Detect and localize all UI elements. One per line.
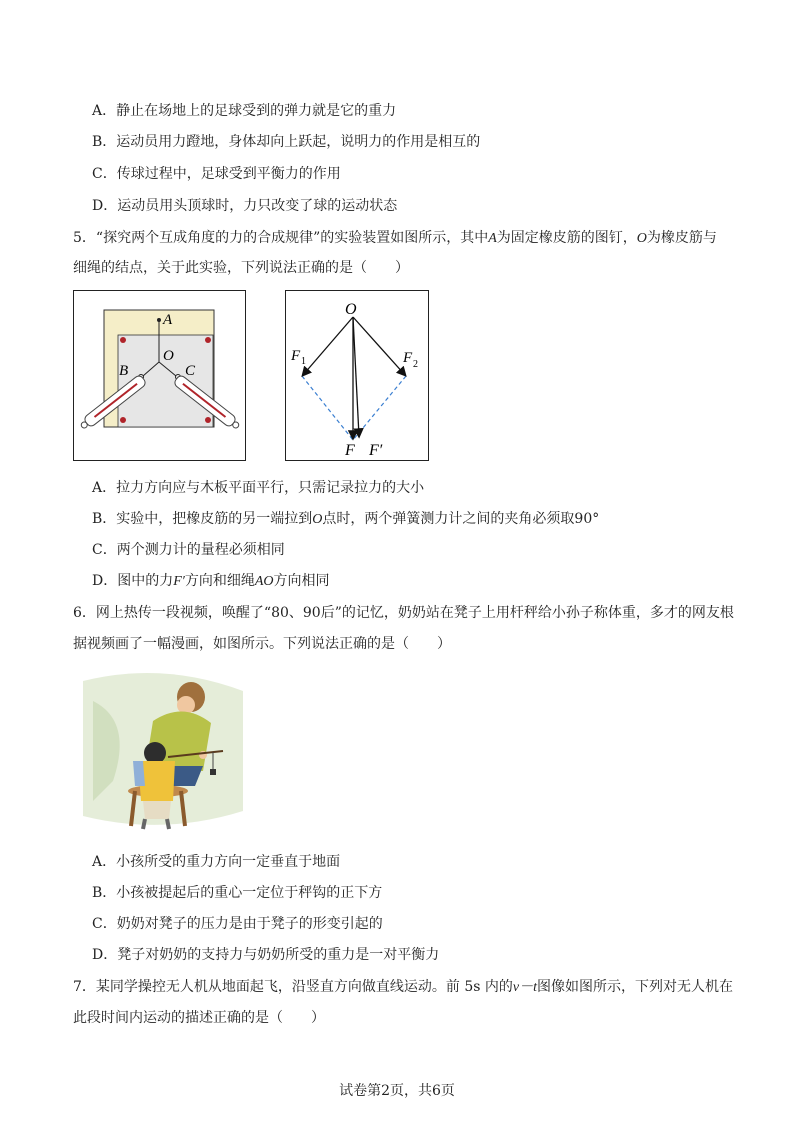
label-b: B — [119, 363, 129, 379]
q6-stem-line1: 6．网上热传一段视频，唤醒了“80、90后”的记忆，奶奶站在凳子上用杆秤给小孙子称体重，多才的网友根 — [73, 605, 734, 621]
q6-stem-line2: 据视频画了一幅漫画，如图所示。下列说法正确的是（ ） — [73, 636, 451, 652]
label-c: C — [185, 363, 196, 379]
q6-option-a: A．小孩所受的重力方向一定垂直于地面 — [92, 854, 341, 870]
q6-cartoon-illustration — [73, 661, 248, 840]
q5-figure-apparatus — [73, 290, 246, 465]
q4-option-a: A．静止在场地上的足球受到的弹力就是它的重力 — [92, 103, 397, 119]
label-f1: F — [291, 348, 301, 364]
label-f-prime: F′ — [369, 442, 383, 459]
q7-stem-line1: 7．某同学操控无人机从地面起飞，沿竖直方向做直线运动。前 5s 内的v－t图像如图所示，下列对无人机在 — [73, 979, 734, 995]
label-f: F — [345, 442, 355, 459]
q7-stem-line2: 此段时间内运动的描述正确的是（ ） — [73, 1010, 325, 1026]
q5-option-d: D．图中的力F′方向和细绳AO方向相同 — [92, 573, 330, 589]
label-f2-subscript: 2 — [413, 359, 418, 370]
q5-stem-line2: 细绳的结点，关于此实验，下列说法正确的是（ ） — [73, 260, 409, 276]
q6-option-c: C．奶奶对凳子的压力是由于凳子的形变引起的 — [92, 916, 383, 932]
q5-option-c: C．两个测力计的量程必须相同 — [92, 542, 285, 558]
q4-option-d: D．运动员用头顶球时，力只改变了球的运动状态 — [92, 198, 398, 214]
q6-option-b: B．小孩被提起后的重心一定位于秤钩的正下方 — [92, 885, 383, 901]
label-o: O — [163, 348, 174, 364]
page-footer: 试卷第2页，共6页 — [339, 1083, 455, 1099]
q5-option-b: B．实验中，把橡皮筋的另一端拉到O点时，两个弹簧测力计之间的夹角必须取90° — [92, 511, 600, 527]
q5-figure-force-diagram — [285, 290, 429, 465]
q5-stem-line1: 5．“探究两个互成角度的力的合成规律”的实验装置如图所示，其中A为固定橡皮筋的图钉，O为橡皮筋与 — [73, 230, 717, 246]
q4-option-b: B．运动员用力蹬地，身体却向上跃起，说明力的作用是相互的 — [92, 134, 481, 150]
label-o: O — [345, 301, 357, 318]
label-f2: F — [403, 350, 413, 366]
label-a: A — [163, 312, 173, 328]
q4-option-c: C．传球过程中，足球受到平衡力的作用 — [92, 166, 341, 182]
q6-option-d: D．凳子对奶奶的支持力与奶奶所受的重力是一对平衡力 — [92, 947, 440, 963]
q5-option-a: A．拉力方向应与木板平面平行，只需记录拉力的大小 — [92, 480, 425, 496]
label-f1-subscript: 1 — [301, 356, 306, 367]
